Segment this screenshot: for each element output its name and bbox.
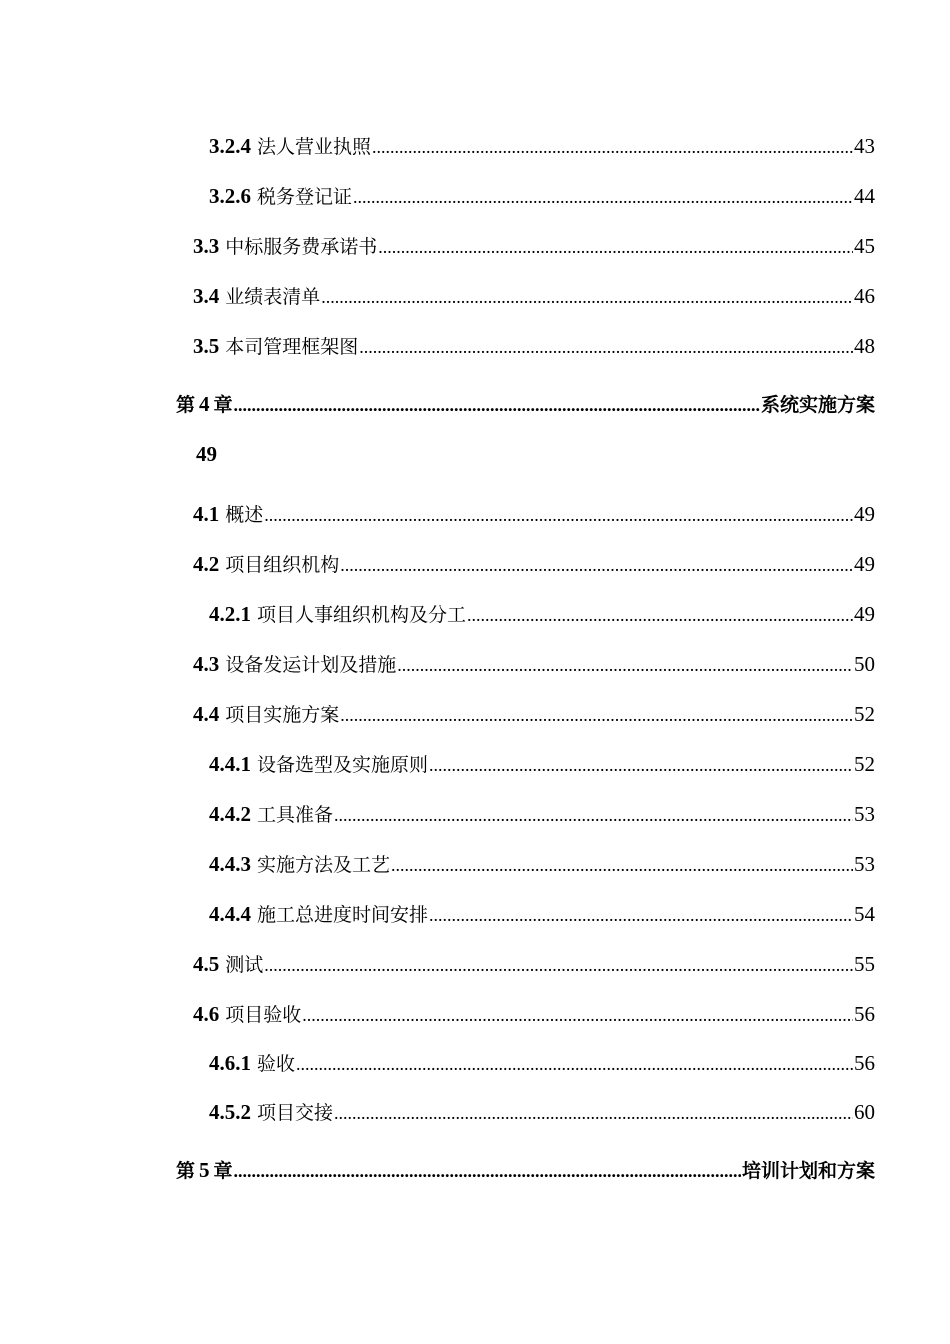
- page-number: 49: [854, 602, 875, 626]
- page-number: 53: [854, 852, 875, 876]
- toc-entry-4-4-3[interactable]: [209, 850, 875, 879]
- section-title: 本司管理框架图: [225, 336, 359, 358]
- section-title: 项目人事组织机构及分工: [257, 604, 467, 626]
- section-number: 3.4: [193, 284, 220, 308]
- section-title: 验收: [257, 1053, 296, 1075]
- section-title: 项目验收: [225, 1004, 302, 1026]
- section-title: 项目组织机构: [225, 554, 340, 576]
- page-number: 53: [854, 802, 875, 826]
- section-title: 施工总进度时间安排: [257, 904, 429, 926]
- page-number: 49: [854, 552, 875, 576]
- toc-entry-3-4[interactable]: [193, 282, 875, 311]
- section-number: 3.2.4: [209, 134, 251, 158]
- section-number: 3.3: [193, 234, 220, 258]
- dot-leader: [321, 283, 853, 311]
- section-title: 测试: [225, 954, 264, 976]
- chapter-title: 培训计划和方案: [741, 1160, 875, 1182]
- dot-leader: [467, 601, 853, 629]
- dot-leader: [353, 183, 853, 211]
- dot-leader: [234, 1157, 741, 1185]
- toc-entry-4-3[interactable]: [193, 650, 875, 679]
- toc-entry-4-1[interactable]: [193, 500, 875, 529]
- dot-leader: [359, 333, 853, 361]
- toc-entry-4-6-1[interactable]: [209, 1049, 875, 1078]
- dot-leader: [340, 701, 853, 729]
- toc-entry-3-2-6[interactable]: [209, 182, 875, 211]
- section-number: 3.5: [193, 334, 220, 358]
- section-number: 4.4.3: [209, 852, 251, 876]
- section-number: 4.4.4: [209, 902, 251, 926]
- chapter-prefix: 第: [176, 394, 196, 416]
- section-title: 设备发运计划及措施: [225, 654, 397, 676]
- section-number: 4.4.2: [209, 802, 251, 826]
- section-number: 4.3: [193, 652, 220, 676]
- section-title: 设备选型及实施原则: [257, 754, 429, 776]
- dot-leader: [302, 1001, 853, 1029]
- page-number: 60: [854, 1100, 875, 1124]
- toc-entry-4-5-2[interactable]: [209, 1098, 875, 1127]
- toc-entry-3-2-4[interactable]: [209, 132, 875, 161]
- page-number: 45: [854, 234, 875, 258]
- toc-entry-4-4-4[interactable]: [209, 900, 875, 929]
- page-number: 50: [854, 652, 875, 676]
- dot-leader: [391, 851, 853, 879]
- page-number: 54: [854, 902, 875, 926]
- page-number: 46: [854, 284, 875, 308]
- page-number: 56: [854, 1002, 875, 1026]
- section-number: 4.6.1: [209, 1051, 251, 1075]
- chapter-number: 5: [199, 1158, 210, 1182]
- page-number: 44: [854, 184, 875, 208]
- chapter-number: 4: [199, 392, 210, 416]
- dot-leader: [378, 233, 853, 261]
- section-number: 4.4.1: [209, 752, 251, 776]
- dot-leader: [397, 651, 853, 679]
- chapter-suffix: 章: [213, 1160, 233, 1182]
- toc-entry-4-2[interactable]: [193, 550, 875, 579]
- page-number: 56: [854, 1051, 875, 1075]
- dot-leader: [264, 951, 853, 979]
- section-title: 法人营业执照: [257, 136, 372, 158]
- page-number: 43: [854, 134, 875, 158]
- section-title: 税务登记证: [257, 186, 353, 208]
- toc-entry-4-4[interactable]: [193, 700, 875, 729]
- toc-entry-4-5[interactable]: [193, 950, 875, 979]
- section-number: 4.6: [193, 1002, 220, 1026]
- toc-chapter-5[interactable]: [176, 1156, 875, 1185]
- dot-leader: [296, 1050, 853, 1078]
- toc-entry-4-2-1[interactable]: [209, 600, 875, 629]
- dot-leader: [372, 133, 853, 161]
- section-number: 4.2: [193, 552, 220, 576]
- page-number: 52: [854, 752, 875, 776]
- page-number: 52: [854, 702, 875, 726]
- section-title: 项目实施方案: [225, 704, 340, 726]
- chapter-title: 系统实施方案: [760, 394, 875, 416]
- toc-entry-3-5[interactable]: [193, 332, 875, 361]
- toc-entry-3-3[interactable]: [193, 232, 875, 261]
- section-title: 实施方法及工艺: [257, 854, 391, 876]
- dot-leader: [334, 1099, 853, 1127]
- section-number: 4.5: [193, 952, 220, 976]
- page-number: 55: [854, 952, 875, 976]
- toc-entry-4-4-2[interactable]: [209, 800, 875, 829]
- section-title: 概述: [225, 504, 264, 526]
- section-title: 项目交接: [257, 1102, 334, 1124]
- section-number: 4.4: [193, 702, 220, 726]
- dot-leader: [429, 901, 853, 929]
- section-title: 工具准备: [257, 804, 334, 826]
- section-title: 业绩表清单: [225, 286, 321, 308]
- chapter-4-page-number: 49: [196, 442, 217, 466]
- section-number: 4.1: [193, 502, 220, 526]
- page-number: 48: [854, 334, 875, 358]
- dot-leader: [334, 801, 853, 829]
- chapter-prefix: 第: [176, 1160, 196, 1182]
- section-number: 4.5.2: [209, 1100, 251, 1124]
- toc-entry-4-6[interactable]: [193, 1000, 875, 1029]
- toc-entry-4-4-1[interactable]: [209, 750, 875, 779]
- toc-chapter-4[interactable]: [176, 390, 875, 419]
- chapter-suffix: 章: [213, 394, 233, 416]
- dot-leader: [340, 551, 853, 579]
- dot-leader: [234, 391, 760, 419]
- section-number: 3.2.6: [209, 184, 251, 208]
- section-title: 中标服务费承诺书: [225, 236, 378, 258]
- section-number: 4.2.1: [209, 602, 251, 626]
- dot-leader: [429, 751, 853, 779]
- page-number: 49: [854, 502, 875, 526]
- dot-leader: [264, 501, 853, 529]
